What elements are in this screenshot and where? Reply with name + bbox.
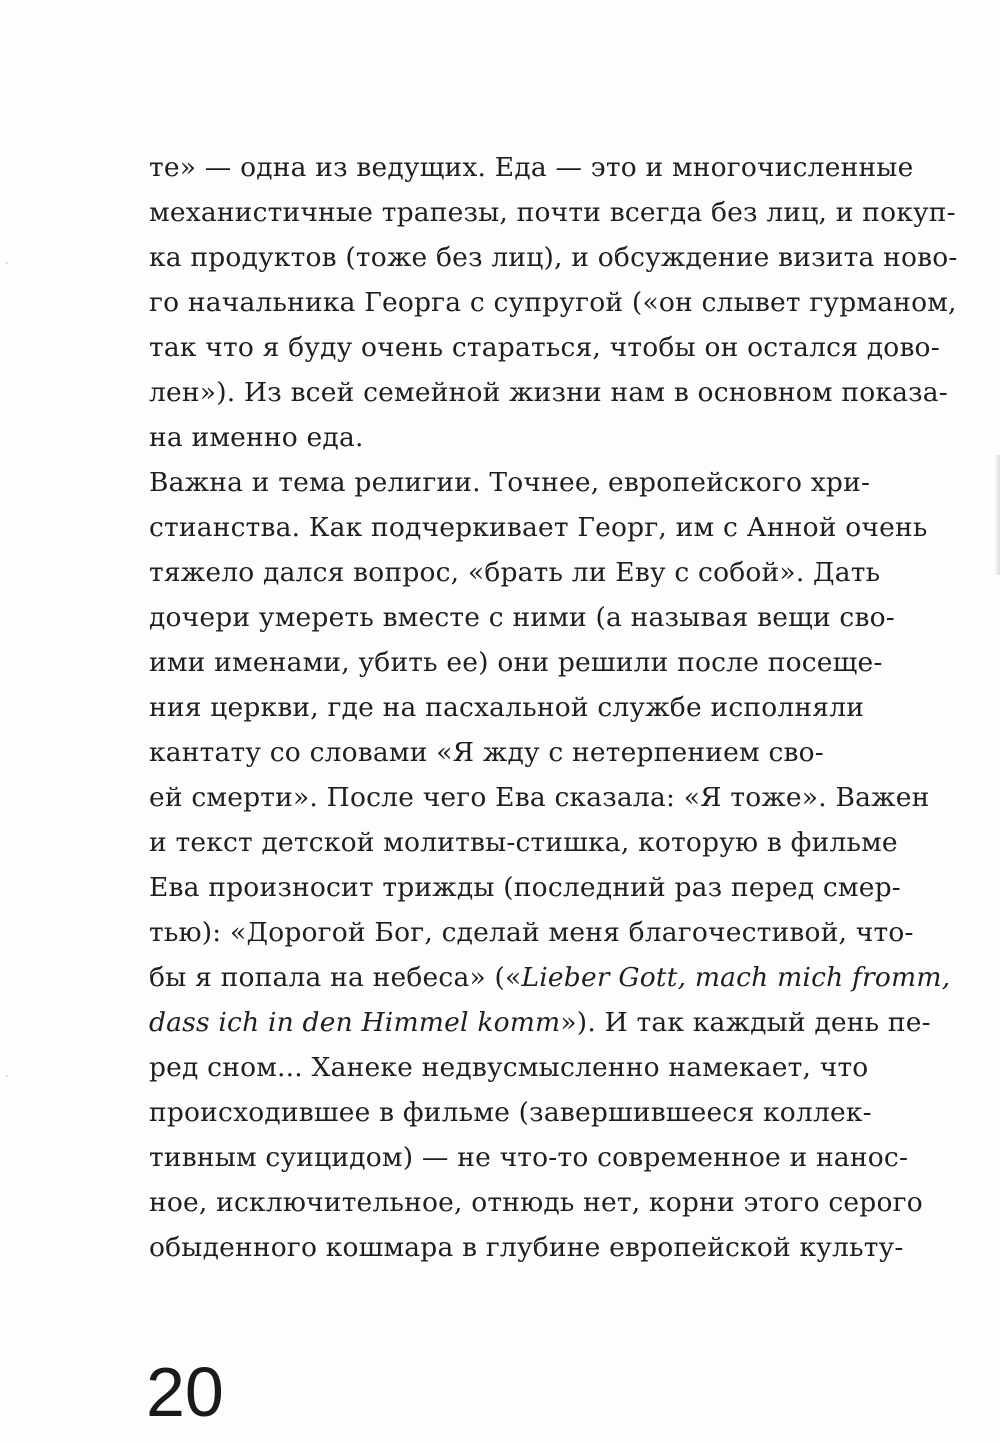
text-segment: »). И так каждый день пе-: [560, 1007, 931, 1038]
text-line: ное, исключительное, отнюдь нет, корни этого серого: [149, 1187, 923, 1218]
text-line: ния церкви, где на пасхальной службе исполняли: [149, 692, 865, 723]
text-line: механистичные трапезы, почти всегда без лиц, и покуп-: [149, 197, 956, 228]
page-number: 20: [146, 1353, 224, 1431]
text-line: те» — одна из ведущих. Еда — это и многочисленные: [149, 152, 914, 183]
text-line: кантату со словами «Я жду с нетерпением сво-: [149, 737, 824, 768]
text-segment: бы я попала на небеса» («: [149, 962, 522, 993]
text-line: го начальника Георга с супругой («он слывет гурманом,: [149, 287, 957, 318]
text-line: тью): «Дорогой Бог, сделай меня благочестивой, что-: [149, 917, 914, 948]
text-line: так что я буду очень стараться, чтобы он остался дово-: [149, 332, 940, 363]
text-line: тивным суицидом) — не что-то современное и нанос-: [149, 1142, 909, 1173]
page-edge-shadow: [994, 455, 1000, 575]
text-line: ка продуктов (тоже без лиц), и обсуждение визита ново-: [149, 242, 958, 273]
text-line: ими именами, убить ее) они решили после посеще-: [149, 647, 883, 678]
text-line: Важна и тема религии. Точнее, европейского хри-: [149, 467, 871, 498]
text-line: на именно еда.: [149, 422, 364, 453]
italic-quote: dass ich in den Himmel komm: [149, 1007, 561, 1038]
scan-speck: [6, 262, 8, 264]
text-line: происходившее в фильме (завершившееся коллек-: [149, 1097, 872, 1128]
text-line: стианства. Как подчеркивает Георг, им с Анной очень: [149, 512, 928, 543]
italic-quote: Lieber Gott, mach mich fromm,: [521, 962, 951, 993]
text-line-mixed: [149, 1000, 969, 1045]
text-line: и текст детской молитвы-стишка, которую в фильме: [149, 827, 898, 858]
text-line: ей смерти». После чего Ева сказала: «Я тоже». Важен: [149, 782, 930, 813]
text-line: обыденного кошмара в глубине европейской культу-: [149, 1232, 904, 1263]
text-line: Ева произносит трижды (последний раз перед смер-: [149, 872, 901, 903]
text-line-mixed: [149, 955, 969, 1000]
body-text: [149, 145, 969, 1270]
text-line: тяжело дался вопрос, «брать ли Еву с собой». Дать: [149, 557, 881, 588]
scan-speck: [6, 1075, 8, 1077]
text-line: ред сном... Ханеке недвусмысленно намекает, что: [149, 1052, 869, 1083]
text-line: лен»). Из всей семейной жизни нам в основном показа-: [149, 377, 948, 408]
text-line: дочери умереть вместе с ними (а называя вещи сво-: [149, 602, 895, 633]
